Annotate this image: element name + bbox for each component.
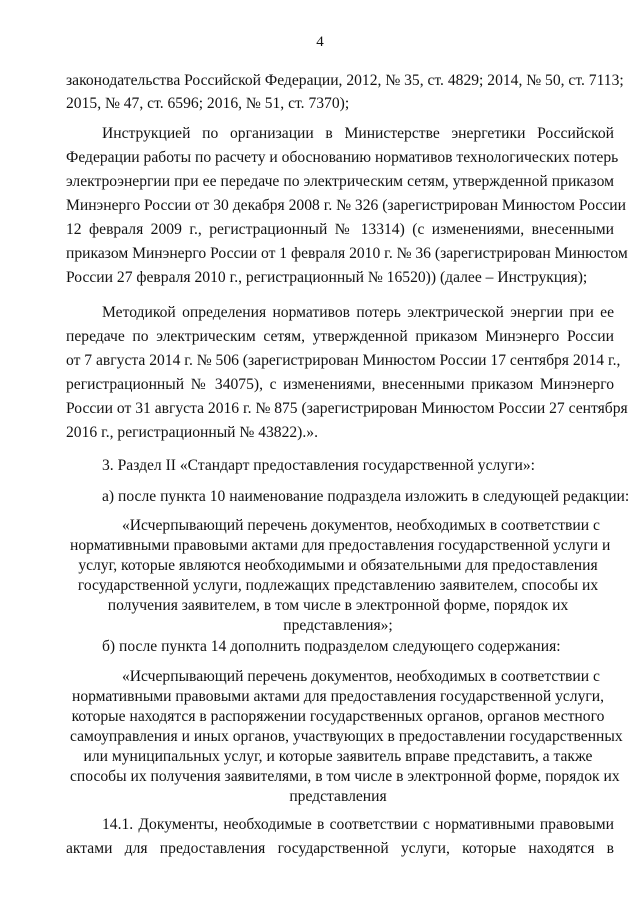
text-line: б) после пункта 14 дополнить подразделом следующего содержания: — [102, 638, 561, 655]
quote-line: получения заявителем, в том числе в электронной форме, порядок их — [107, 597, 569, 614]
text-line: 2015, № 47, ст. 6596; 2016, № 51, ст. 7370); — [66, 95, 350, 112]
quote-line: государственной услуги, подлежащих представлению заявителем, способы их — [77, 577, 599, 594]
quote-line: способы их получения заявителями, в том числе в электронной форме, порядок их — [70, 768, 620, 785]
text-line: Минэнерго России от 30 декабря 2008 г. № 326 (зарегистрирован Минюстом России — [66, 197, 626, 214]
text-line: передаче по электрическим сетям, утвержденной приказом Минэнерго России — [66, 328, 614, 345]
text-line: от 7 августа 2014 г. № 506 (зарегистрирован Минюстом России 17 сентября 2014 г., — [66, 352, 621, 369]
text-line: электроэнергии при ее передаче по электрическим сетям, утвержденной приказом — [66, 173, 614, 190]
page-number: 4 — [316, 34, 324, 50]
text-line: России от 31 августа 2016 г. № 875 (зарегистрирован Минюстом России 27 сентября — [66, 400, 628, 417]
section-heading: 3. Раздел II «Стандарт предоставления государственной услуги»: — [102, 457, 535, 474]
quote-line: представления — [289, 788, 387, 805]
text-line: Методикой определения нормативов потерь электрической энергии при ее — [102, 304, 614, 321]
quote-line: представления»; — [283, 617, 393, 634]
text-line: России 27 февраля 2010 г., регистрационный № 16520)) (далее – Инструкция); — [66, 269, 588, 286]
quote-line: «Исчерпывающий перечень документов, необходимых в соответствии с — [122, 668, 600, 685]
text-line: актами для предоставления государственной услуги, которые находятся в — [66, 840, 614, 857]
text-line: Инструкцией по организации в Министерстве энергетики Российской — [102, 125, 614, 142]
text-line: 12 февраля 2009 г., регистрационный № 13314) (с изменениями, внесенными — [66, 221, 614, 238]
text-line: Федерации работы по расчету и обоснованию нормативов технологических потерь — [66, 149, 619, 166]
quote-line: или муниципальных услуг, и которые заявитель вправе представить, а также — [83, 748, 593, 765]
quote-line: услуг, которые являются необходимыми и обязательными для предоставления — [78, 557, 598, 574]
text-line: 14.1. Документы, необходимые в соответствии с нормативными правовыми — [102, 816, 614, 833]
quote-line: самоуправления и иных органов, участвующих в предоставлении государственных — [70, 728, 623, 745]
quote-line: нормативными правовыми актами для предоставления государственной услуги и — [70, 537, 611, 554]
text-line: законодательства Российской Федерации, 2012, № 35, ст. 4829; 2014, № 50, ст. 7113; — [66, 72, 624, 89]
text-line: а) после пункта 10 наименование подраздела изложить в следующей редакции: — [102, 488, 630, 505]
quote-line: нормативными правовыми актами для предоставления государственной услуги, — [71, 688, 605, 705]
text-line: 2016 г., регистрационный № 43822).». — [66, 424, 318, 441]
quote-line: «Исчерпывающий перечень документов, необходимых в соответствии с — [122, 517, 600, 534]
quote-line: которые находятся в распоряжении государственных органов, органов местного — [71, 708, 605, 725]
text-line: регистрационный № 34075), с изменениями, внесенными приказом Минэнерго — [66, 376, 614, 393]
text-line: приказом Минэнерго России от 1 февраля 2010 г. № 36 (зарегистрирован Минюстом — [66, 245, 628, 262]
